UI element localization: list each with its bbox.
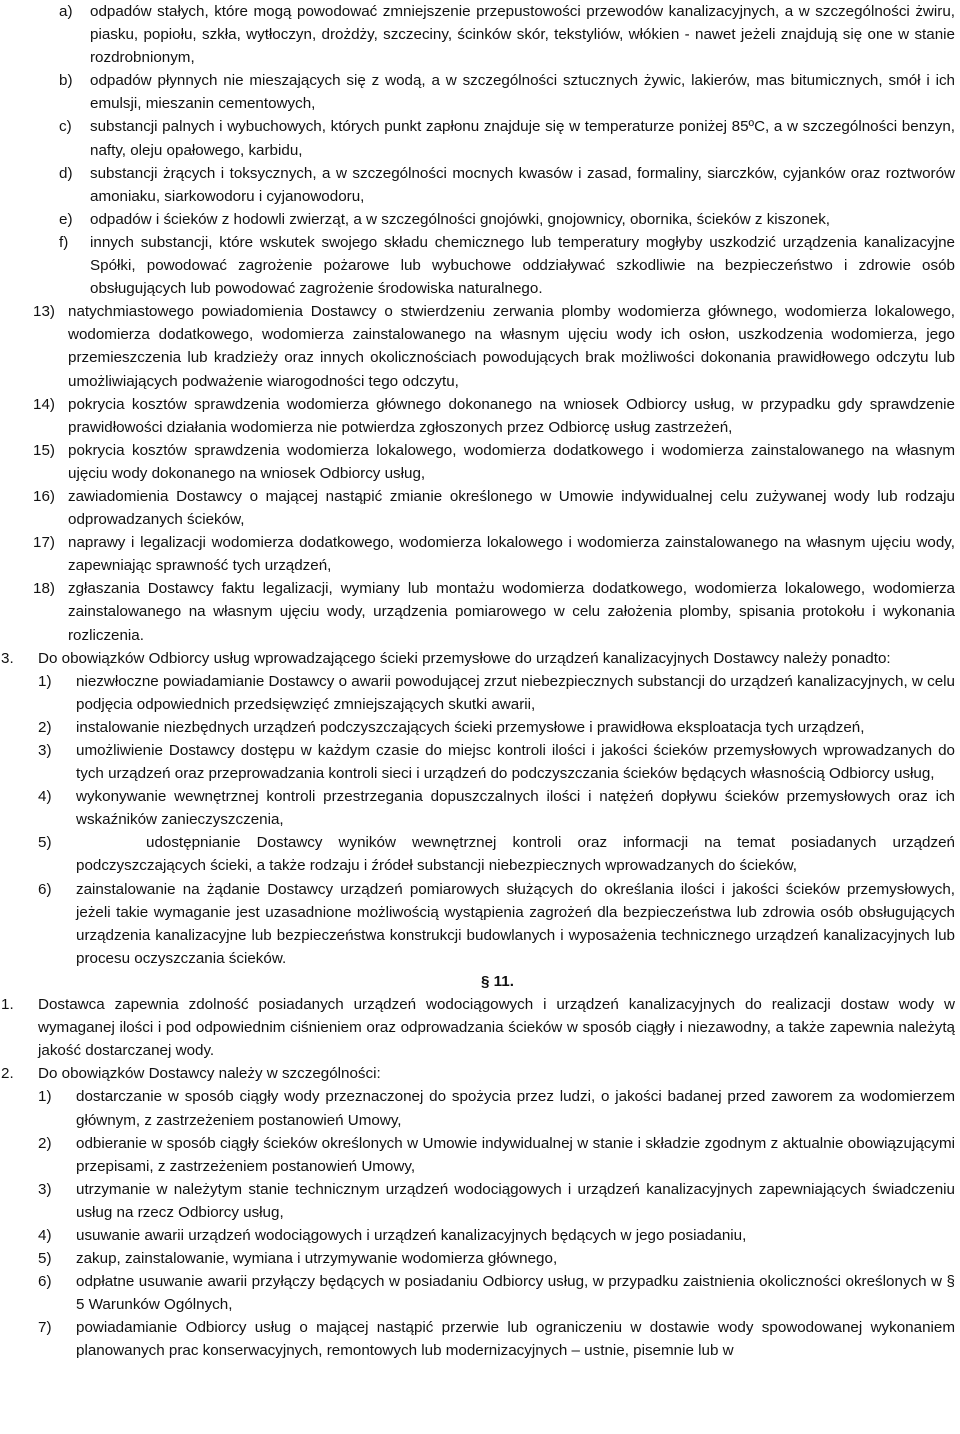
list-marker: 4) [38, 788, 52, 806]
list-item [0, 69, 955, 115]
list-item-text: powiadamianie Odbiorcy usług o mającej nastąpić przerwie lub ograniczeniu w dostawie wody spowodowanej wykonaniem planowanych prac konserwacyjnych, remontowych lub modernizacyjnych – ustnie, pisemnie lub w [76, 1319, 955, 1360]
list-item-text: odpadów płynnych nie mieszających się z wodą, a w szczególności sztucznych żywic, lakierów, mas bitumicznych, smół i ich emulsji, mieszanin cementowych, [90, 72, 955, 113]
list-item [0, 739, 955, 785]
list-numbered-items [0, 300, 955, 646]
list-item [0, 1178, 955, 1224]
point-marker: 3. [1, 649, 14, 667]
list-item [0, 878, 955, 970]
list-item-text: substancji żrących i toksycznych, a w szczególności mocnych kwasów i zasad, formaliny, siarczków, cyjanków oraz roztworów amoniaku, siarkowodoru i cyjanowodoru, [90, 164, 955, 205]
list-item [0, 162, 955, 208]
list-item [0, 577, 955, 646]
list-marker: a) [59, 3, 73, 20]
list-item [0, 1224, 955, 1247]
list-item [0, 208, 955, 231]
point-text: Do obowiązków Odbiorcy usług wprowadzającego ścieki przemysłowe do urządzeń kanalizacyjnych Dostawcy należy ponadto: [38, 649, 891, 667]
list-item [0, 0, 955, 69]
list-item [0, 1085, 955, 1131]
list-item-text: udostępnianie Dostawcy wyników wewnętrznej kontroli oraz informacji na temat posiadanych urządzeń podczyszczających ścieki, a także rodzaju i źródeł substancji niebezpiecznych wprowadzanych do ścieków, [76, 834, 955, 875]
list-item-text: pokrycia kosztów sprawdzenia wodomierza lokalowego, wodomierza dodatkowego i wodomierza zainstalowanego na własnym ujęciu wody dokonanego na wniosek Odbiorcy usług, [68, 441, 955, 482]
list-marker: 4) [38, 1226, 52, 1244]
list-item-text: dostarczanie w sposób ciągły wody przeznaczonej do spożycia przez ludzi, o jakości badanej przed zaworem za wodomierzem głównym, z zastrzeżeniem postanowień Umowy, [76, 1088, 955, 1129]
list-item [0, 531, 955, 577]
list-item-text: zakup, zainstalowanie, wymiana i utrzymywanie wodomierza głównego, [76, 1250, 558, 1268]
list-letter-items [0, 0, 955, 300]
list-item-text: natychmiastowego powiadomienia Dostawcy o stwierdzeniu zerwania plomby wodomierza głównego, wodomierza lokalowego, wodomierza dodatkowego, wodomierza zainstalowanego na własnym ujęciu wody ich osłon, uszkodzenia wodomierza, jego przemieszczenia lub kradzieży oraz innych okolicznościach powodujących brak możliwości dokonania prawidłowego odczytu lub umożliwiających podważenie wiarogodności tego odczytu, [68, 303, 955, 390]
list-marker: 17) [33, 534, 55, 552]
list-section11-items [0, 1085, 955, 1362]
list-item [0, 831, 955, 877]
list-item-text: pokrycia kosztów sprawdzenia wodomierza głównego dokonanego na wniosek Odbiorcy usług, w przypadku gdy sprawdzenie prawidłowości działania wodomierza nie potwierdza zgłoszonych przez Odbiorcę usług zastrzeżeń, [68, 395, 955, 436]
paragraph-point [0, 1062, 955, 1085]
list-marker: 18) [33, 580, 55, 598]
list-marker: 6) [38, 1273, 52, 1291]
list-item-text: zgłaszania Dostawcy faktu legalizacji, wymiany lub montażu wodomierza dodatkowego, wodomierza lokalowego, wodomierza zainstalowanego na własnym ujęciu wody, urządzenia pomiarowego w celu założenia plomby, spisania protokołu i wykonania rozliczenia. [68, 580, 955, 644]
list-item-text: wykonywanie wewnętrznej kontroli przestrzegania dopuszczalnych ilości i natężeń dopływu ścieków przemysłowych oraz ich wskaźników zanieczyszczenia, [76, 788, 955, 829]
list-item [0, 485, 955, 531]
list-marker: 5) [38, 834, 52, 852]
list-item [0, 1132, 955, 1178]
list-marker: 1) [38, 672, 52, 690]
list-item-text: instalowanie niezbędnych urządzeń podczyszczających ścieki przemysłowe i prawidłowa eksploatacja tych urządzeń, [76, 718, 865, 736]
list-marker: 3) [38, 742, 52, 759]
list-item-text: naprawy i legalizacji wodomierza dodatkowego, wodomierza lokalowego i wodomierza zainstalowanego na własnym ujęciu wody, zapewniając sprawność tych urządzeń, [68, 534, 955, 575]
list-item-text: zawiadomienia Dostawcy o mającej nastąpić zmianie określonego w Umowie indywidualnej celu zużywanej wody lub rodzaju odprowadzanych ścieków, [68, 487, 955, 529]
list-item [0, 115, 955, 161]
list-item [0, 1270, 955, 1316]
list-marker: b) [59, 72, 73, 90]
list-item-text: zainstalowanie na żądanie Dostawcy urządzeń pomiarowych służących do określania ilości i jakości ścieków przemysłowych, jeżeli takie wymaganie jest uzasadnione możliwością wystąpienia zagrożeń dla bezpieczeństwa lub zdrowia osób obsługujących urządzenia kanalizacyjne lub bezpieczeństwa konstrukcji budowlanych i wyposażenia technicznego urządzeń kanalizacyjnych lub procesu oczyszczania ścieków. [76, 880, 955, 967]
list-item-text: odpadów i ścieków z hodowli zwierząt, a w szczególności gnojówki, gnojownicy, obornika, ścieków z kiszonek, [90, 210, 831, 228]
list-item [0, 716, 955, 739]
section-heading: § 11. [481, 972, 514, 990]
list-marker: 2) [38, 718, 52, 736]
list-marker: 13) [33, 303, 55, 321]
list-marker: 5) [38, 1250, 52, 1268]
list-marker: 3) [38, 1180, 52, 1198]
list-marker: 7) [38, 1319, 52, 1337]
list-item [0, 393, 955, 439]
list-marker: 15) [33, 441, 55, 459]
list-item [0, 670, 955, 716]
list-item [0, 231, 955, 300]
list-item [0, 300, 955, 392]
list-item-text: odpłatne usuwanie awarii przyłączy będących w posiadaniu Odbiorcy usług, w przypadku zaistnienia okoliczności określonych w § 5 Warunków Ogólnych, [76, 1273, 955, 1314]
list-item [0, 439, 955, 485]
list-item-text: usuwanie awarii urządzeń wodociągowych i urządzeń kanalizacyjnych będących w jego posiadaniu, [76, 1226, 747, 1244]
list-item-text: umożliwienie Dostawcy dostępu w każdym czasie do miejsc kontroli ilości i jakości ścieków przemysłowych wprowadzanych do tych urządzeń oraz przeprowadzania kontroli sieci i urządzeń do podczyszczania ścieków będących własnością Odbiorcy usług, [76, 742, 955, 783]
list-item-text: niezwłoczne powiadamianie Dostawcy o awarii powodującej zrzut niebezpiecznych substancji do urządzeń kanalizacyjnych, w celu podjęcia odpowiednich przedsięwzięć zmniejszających skutki awarii, [76, 672, 955, 713]
list-marker: c) [59, 118, 72, 136]
list-marker: d) [59, 164, 73, 182]
list-marker: 6) [38, 880, 52, 898]
list-point3-items [0, 670, 955, 970]
list-item-text: substancji palnych i wybuchowych, których punkt zapłonu znajduje się w temperaturze poniżej 85ºC, a w szczególności benzyn, nafty, oleju opałowego, karbidu, [90, 118, 955, 159]
list-marker: 2) [38, 1134, 52, 1152]
list-item-text: utrzymanie w należytym stanie technicznym urządzeń wodociągowych i urządzeń kanalizacyjnych zapewniających świadczeniu usług na rzecz Odbiorcy usług, [76, 1180, 955, 1221]
list-marker: 14) [33, 395, 55, 413]
list-item-text: odbieranie w sposób ciągły ścieków określonych w Umowie indywidualnej w stanie i składzie zgodnym z aktualnie obowiązującymi przepisami, z zastrzeżeniem postanowień Umowy, [76, 1134, 955, 1175]
list-marker: 16) [33, 487, 55, 505]
point-text: Do obowiązków Dostawcy należy w szczególności: [38, 1065, 381, 1083]
list-marker: f) [59, 233, 69, 251]
list-marker: 1) [38, 1088, 52, 1106]
point-text: Dostawca zapewnia zdolność posiadanych urządzeń wodociągowych i urządzeń kanalizacyjnych do realizacji dostaw wody w wymaganej ilości i pod odpowiednim ciśnieniem oraz odprowadzania ścieków w sposób ciągły i niezawodny, a także zapewnia należytą jakość dostarczanej wody. [38, 996, 955, 1060]
list-marker: e) [59, 210, 73, 228]
paragraph-point [0, 647, 955, 670]
list-item-text: odpadów stałych, które mogą powodować zmniejszenie przepustowości przewodów kanalizacyjnych, a w szczególności żwiru, piasku, popiołu, szkła, wytłoczyn, drożdży, szczeciny, ścinków skór, tekstyliów, włókien - nawet jeżeli znajdują się one w stanie rozdrobnionym, [90, 3, 955, 67]
list-item [0, 1247, 955, 1270]
list-item-text: innych substancji, które wskutek swojego składu chemicznego lub temperatury mogłyby uszkodzić urządzenia kanalizacyjne Spółki, powodować zagrożenie pożarowe lub wybuchowe oddziaływać szkodliwie na bezpieczeństwo i zdrowie osób obsługujących lub powodować zagrożenie środowiska naturalnego. [90, 233, 955, 298]
point-marker: 2. [1, 1065, 14, 1083]
paragraph-point [0, 993, 955, 1062]
list-item [0, 785, 955, 831]
point-marker: 1. [1, 996, 14, 1014]
list-item [0, 1316, 955, 1362]
